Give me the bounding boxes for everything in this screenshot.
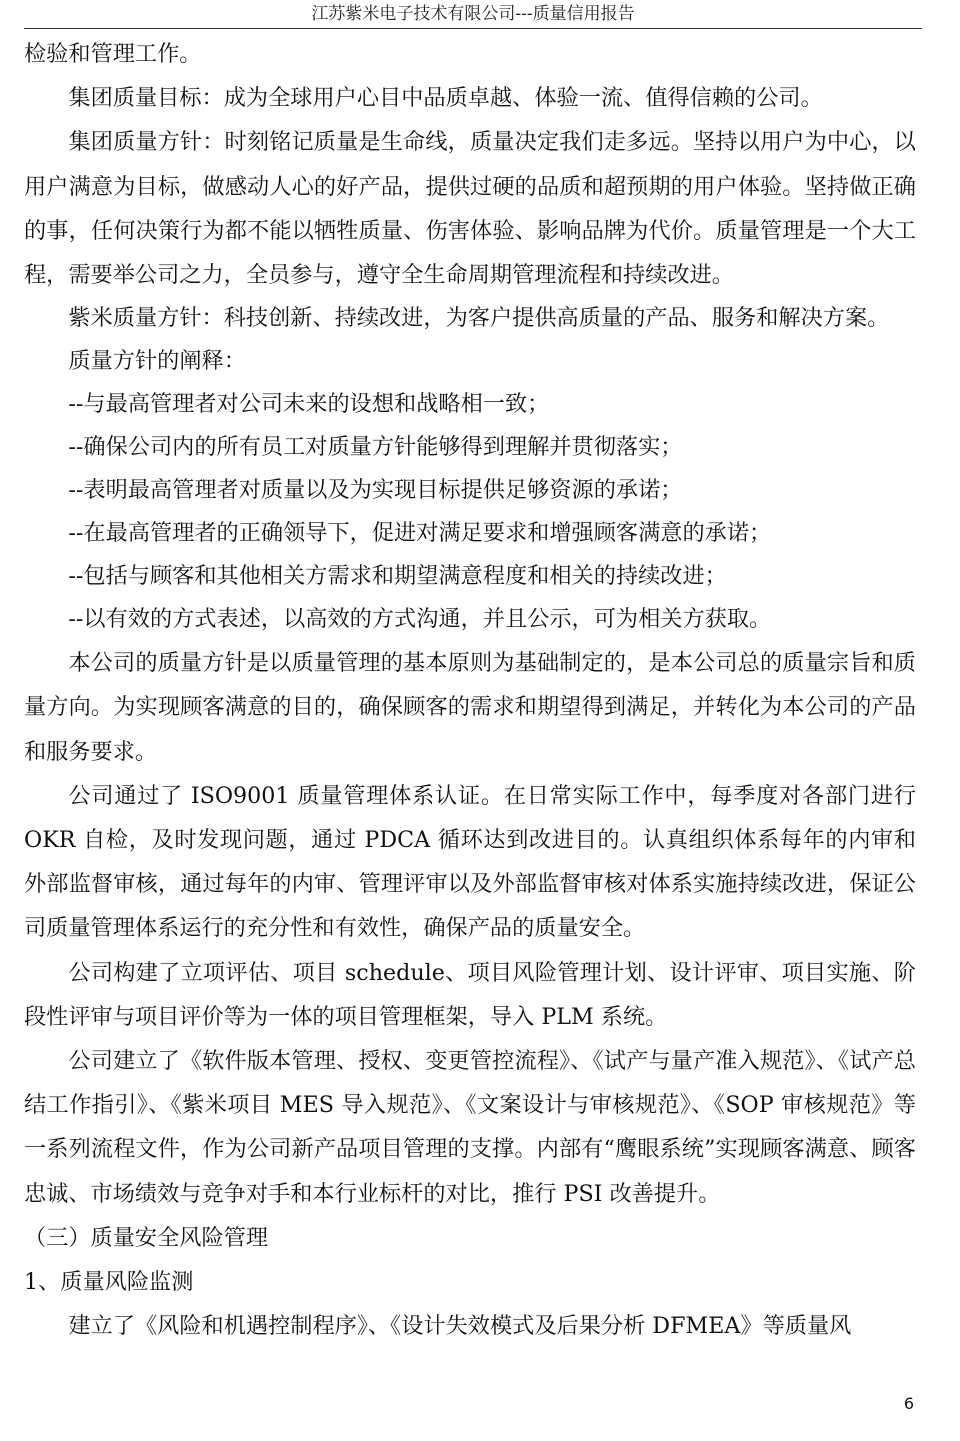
document-body: [24, 32, 916, 1348]
paragraph: 公司通过了 ISO9001 质量管理体系认证。在日常实际工作中，每季度对各部门进行 OKR 自检，及时发现问题，通过 PDCA 循环达到改进目的。认真组织体系每年的内审和外部监督审核，通过每年的内审、管理评审以及外部监督审核对体系实施持续改进，保证公司质量管理体系运行的充分性和有效性，确保产品的质量安全。: [24, 782, 916, 942]
paragraph: 质量方针的阐释：: [68, 348, 246, 375]
paragraph: 公司建立了《软件版本管理、授权、变更管控流程》、《试产与量产准入规范》、《试产总结工作指引》、《紫米项目 MES 导入规范》、《文案设计与审核规范》、《SOP 审核规范》等一系列流程文件，作为公司新产品项目管理的支撑。内部有“鹰眼系统”实现顾客满意、顾客忠诚、市场绩效与竞争对手和本行业标杆的对比，推行 PSI 改善提升。: [24, 1048, 916, 1207]
paragraph: 建立了《风险和机遇控制程序》、《设计失效模式及后果分析 DFMEA》等质量风: [68, 1313, 852, 1340]
section-heading: （三）质量安全风险管理: [24, 1224, 269, 1251]
paragraph: 检验和管理工作。: [24, 41, 202, 67]
list-item: --与最高管理者对公司未来的设想和战略相一致；: [68, 391, 550, 418]
paragraph: 紫米质量方针：科技创新、持续改进，为客户提供高质量的产品、服务和解决方案。: [68, 305, 890, 332]
page-header: 江苏紫米电子技术有限公司---质量信用报告: [24, 2, 922, 29]
list-item: --确保公司内的所有员工对质量方针能够得到理解并贯彻落实；: [68, 434, 683, 461]
list-item: --在最高管理者的正确领导下，促进对满足要求和增强顾客满意的承诺；: [68, 520, 772, 547]
list-item: --包括与顾客和其他相关方需求和期望满意程度和相关的持续改进；: [68, 563, 727, 590]
paragraph: 集团质量目标：成为全球用户心目中品质卓越、体验一流、值得信赖的公司。: [68, 85, 823, 112]
list-item: --表明最高管理者对质量以及为实现目标提供足够资源的承诺；: [68, 477, 683, 504]
list-item: --以有效的方式表述，以高效的方式沟通，并且公示，可为相关方获取。: [68, 606, 772, 633]
subsection-heading: 1、质量风险监测: [24, 1269, 194, 1296]
paragraph: 公司构建了立项评估、项目 schedule、项目风险管理计划、设计评审、项目实施、阶段性评审与项目评价等为一体的项目管理框架，导入 PLM 系统。: [24, 959, 916, 1030]
paragraph: 本公司的质量方针是以质量管理的基本原则为基础制定的，是本公司总的质量宗旨和质量方向。为实现顾客满意的目的，确保顾客的需求和期望得到满足，并转化为本公司的产品和服务要求。: [24, 650, 916, 765]
paragraph: 集团质量方针：时刻铭记质量是生命线，质量决定我们走多远。坚持以用户为中心，以用户满意为目标，做感动人心的好产品，提供过硬的品质和超预期的用户体验。坚持做正确的事，任何决策行为都不能以牺牲质量、伤害体验、影响品牌为代价。质量管理是一个大工程，需要举公司之力，全员参与，遵守全生命周期管理流程和持续改进。: [24, 129, 916, 289]
page-number: 6: [903, 1394, 914, 1413]
